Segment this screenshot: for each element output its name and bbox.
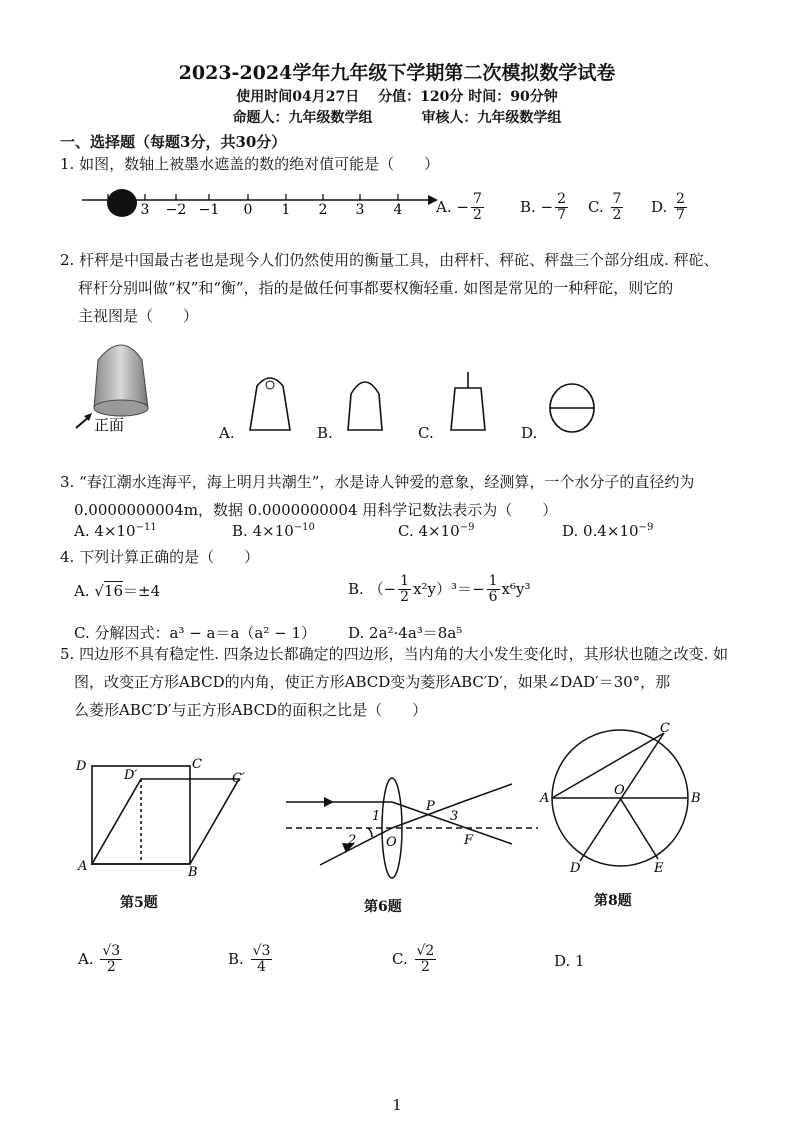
option-value: 1 bbox=[575, 952, 585, 970]
option-rest: ＝±4 bbox=[123, 582, 161, 600]
option-text: x⁶y³ bbox=[501, 579, 531, 598]
q2-option-b[interactable]: B. bbox=[317, 424, 333, 442]
q2-line3: 主视图是（ ） bbox=[78, 307, 199, 325]
option-base: 4×10 bbox=[418, 522, 460, 540]
figure-8-caption: 第8题 bbox=[594, 893, 632, 909]
exam-info-line2 bbox=[0, 107, 794, 127]
label-c: C bbox=[192, 757, 202, 772]
exam-info-line1 bbox=[0, 86, 794, 106]
radicand: 16 bbox=[103, 582, 124, 600]
option-exponent: −9 bbox=[638, 522, 654, 533]
option-letter: A. bbox=[78, 949, 94, 968]
shape-c[interactable] bbox=[451, 388, 485, 430]
q5-line3: 么菱形ABC′D′与正方形ABCD的面积之比是（ ） bbox=[74, 701, 428, 719]
q4-option-c[interactable]: C. 分解因式：a³ − a＝a（a² − 1） bbox=[74, 624, 317, 642]
q1-stem: 1. 如图，数轴上被墨水遮盖的数的绝对值可能是（ ） bbox=[60, 155, 440, 173]
axis-tick-label: 3 bbox=[140, 202, 150, 218]
label-b: B bbox=[691, 791, 701, 806]
q5-option-a[interactable] bbox=[78, 944, 124, 976]
numerator: 2 bbox=[676, 191, 685, 207]
q3-option-c[interactable] bbox=[398, 522, 474, 540]
numerator: √2 bbox=[416, 943, 435, 959]
denominator: 2 bbox=[472, 207, 482, 224]
shape-a-hole bbox=[266, 381, 274, 389]
option-exponent: −9 bbox=[459, 522, 475, 533]
axis-tick-label: 3 bbox=[355, 202, 365, 218]
option-text: （− bbox=[368, 579, 397, 598]
option-text: x²y）³＝− bbox=[413, 579, 485, 598]
ink-blot bbox=[107, 189, 137, 217]
option-letter: B. bbox=[348, 579, 364, 598]
number-line-figure bbox=[78, 182, 438, 226]
label-angle-1: 1 bbox=[372, 809, 381, 824]
label-e: E bbox=[654, 861, 664, 876]
q5-option-d[interactable] bbox=[554, 952, 585, 970]
fraction bbox=[471, 192, 484, 224]
option-letter: D. bbox=[562, 522, 579, 540]
weight-photo bbox=[72, 330, 172, 440]
q3-stem bbox=[60, 468, 780, 524]
axis-tick-label: 0 bbox=[243, 202, 253, 218]
fraction bbox=[674, 192, 687, 224]
q2-stem bbox=[60, 246, 760, 330]
option-letter: A. bbox=[74, 582, 90, 600]
label-a: A bbox=[540, 791, 550, 806]
option-letter: B. bbox=[232, 522, 248, 540]
q3-option-d[interactable] bbox=[562, 522, 653, 540]
option-letter: A. bbox=[74, 522, 90, 540]
option-letter: B. bbox=[228, 949, 244, 968]
figure-5 bbox=[72, 752, 262, 882]
numerator: 7 bbox=[612, 191, 622, 207]
q4-stem: 4. 下列计算正确的是（ ） bbox=[60, 548, 260, 566]
denominator: 7 bbox=[557, 207, 567, 224]
fraction bbox=[398, 574, 411, 606]
fraction bbox=[611, 192, 624, 224]
numerator: 7 bbox=[472, 191, 482, 207]
q1-option-a[interactable] bbox=[436, 192, 486, 224]
label-b: B bbox=[188, 865, 198, 880]
q5-line2: 图，改变正方形ABCD的内角，使正方形ABCD变为菱形ABC′D′，如果∠DAD′＝30°，那 bbox=[74, 673, 671, 691]
label-o: O bbox=[386, 835, 397, 850]
label-c-prime: C′ bbox=[232, 771, 245, 786]
sqrt-sign: √ bbox=[94, 582, 104, 600]
option-letter: C. bbox=[398, 522, 414, 540]
figure-8 bbox=[536, 718, 716, 888]
denominator: 2 bbox=[106, 959, 116, 976]
q2-line2: 秤杆分别叫做“权”和“衡”，指的是做任何事都要权衡轻重. 如图是常见的一种秤砣，则它的 bbox=[78, 279, 674, 297]
option-exponent: −11 bbox=[135, 522, 157, 533]
option-letter: D. bbox=[554, 952, 571, 970]
q4-option-a[interactable] bbox=[74, 580, 160, 601]
denominator: 7 bbox=[676, 207, 685, 224]
label-f: F bbox=[464, 833, 474, 848]
q3-option-b[interactable] bbox=[232, 522, 315, 540]
label-a: A bbox=[78, 859, 88, 874]
numerator: √3 bbox=[102, 943, 121, 959]
denominator: 6 bbox=[488, 589, 498, 606]
axis-tick-label: 2 bbox=[318, 202, 328, 218]
denominator: 2 bbox=[400, 589, 410, 606]
label-angle-2: 2 bbox=[348, 833, 357, 848]
label-d: D bbox=[570, 861, 581, 876]
fraction bbox=[100, 944, 122, 976]
label-angle-3: 3 bbox=[450, 809, 459, 824]
option-letter: B. bbox=[520, 197, 536, 216]
shape-a[interactable] bbox=[250, 378, 290, 430]
label-d-prime: D′ bbox=[124, 768, 138, 783]
q5-option-c[interactable] bbox=[392, 944, 438, 976]
q1-option-d[interactable] bbox=[651, 192, 689, 224]
option-sign: − bbox=[540, 197, 554, 216]
q1-option-c[interactable] bbox=[588, 192, 625, 224]
page-number: 1 bbox=[392, 1096, 402, 1114]
exam-score: 分值：120分 bbox=[378, 89, 464, 105]
section-heading: 一、选择题（每题3分，共30分） bbox=[60, 133, 287, 151]
axis-tick-label: −1 bbox=[198, 202, 220, 218]
label-d: D bbox=[76, 759, 87, 774]
option-letter: A. bbox=[436, 197, 452, 216]
option-letter: C. bbox=[392, 949, 408, 968]
denominator: 4 bbox=[257, 959, 266, 976]
axis-tick-label: 1 bbox=[281, 202, 291, 218]
option-base: 4×10 bbox=[94, 522, 136, 540]
label-c: C bbox=[660, 721, 670, 736]
figure-6-caption: 第6题 bbox=[364, 899, 402, 915]
option-base: 4×10 bbox=[252, 522, 294, 540]
q5-option-b[interactable] bbox=[228, 944, 274, 976]
q1-option-b[interactable] bbox=[520, 192, 570, 224]
figure-5-caption: 第5题 bbox=[120, 895, 158, 911]
exam-date: 使用时间04月27日 bbox=[236, 89, 360, 105]
shape-b[interactable] bbox=[348, 382, 382, 430]
q5-stem bbox=[60, 640, 782, 724]
q3-line2: 0.0000000004m，数据 0.0000000004 用科学记数法表示为（ ） bbox=[74, 501, 558, 519]
rhombus-abcd bbox=[92, 779, 239, 864]
figure-6 bbox=[282, 770, 542, 880]
q2-option-a[interactable]: A. bbox=[219, 424, 235, 442]
fraction bbox=[251, 944, 273, 976]
q3-option-a[interactable] bbox=[74, 522, 157, 540]
numerator: 2 bbox=[557, 191, 567, 207]
q5-line1: 5. 四边形不具有稳定性. 四条边长都确定的四边形，当内角的大小发生变化时，其形状也随之改变. 如 bbox=[60, 645, 729, 663]
option-exponent: −10 bbox=[293, 522, 315, 533]
q2-options-figure bbox=[215, 372, 615, 442]
denominator: 2 bbox=[612, 207, 622, 224]
option-base: 0.4×10 bbox=[583, 522, 639, 540]
fraction bbox=[487, 574, 500, 606]
front-label: 正面 bbox=[94, 416, 125, 434]
fraction bbox=[555, 192, 568, 224]
q3-line1: 3. “春江潮水连海平，海上明月共潮生”，水是诗人钟爱的意象，经测算，一个水分子的直径约为 bbox=[60, 473, 695, 491]
q2-line1: 2. 杆秤是中国最古老也是现今人们仍然使用的衡量工具，由秤杆、秤砣、秤盘三个部分组成. 秤砣、 bbox=[60, 251, 719, 269]
denominator: 2 bbox=[420, 959, 430, 976]
option-letter: D. bbox=[651, 197, 668, 216]
label-p: P bbox=[426, 799, 435, 814]
numerator: 1 bbox=[400, 573, 410, 589]
numerator: 1 bbox=[488, 573, 498, 589]
q2-option-d[interactable]: D. bbox=[521, 424, 538, 442]
q2-option-c[interactable]: C. bbox=[418, 424, 434, 442]
axis-tick-label: 4 bbox=[393, 202, 403, 218]
fraction bbox=[415, 944, 437, 976]
exam-author: 命题人：九年级数学组 bbox=[232, 110, 373, 126]
option-letter: C. bbox=[588, 197, 604, 216]
exam-title: 2023-2024学年九年级下学期第二次模拟数学试卷 bbox=[178, 62, 616, 84]
numerator: √3 bbox=[252, 943, 271, 959]
axis-tick-label: −2 bbox=[165, 202, 187, 218]
exam-time: 时间：90分钟 bbox=[468, 89, 558, 105]
option-sign: − bbox=[456, 197, 469, 216]
q4-option-d[interactable]: D. 2a²·4a³＝8a⁵ bbox=[348, 624, 463, 642]
q4-option-b[interactable] bbox=[348, 574, 531, 606]
label-o: O bbox=[614, 783, 625, 798]
exam-reviewer: 审核人：九年级数学组 bbox=[421, 110, 562, 126]
